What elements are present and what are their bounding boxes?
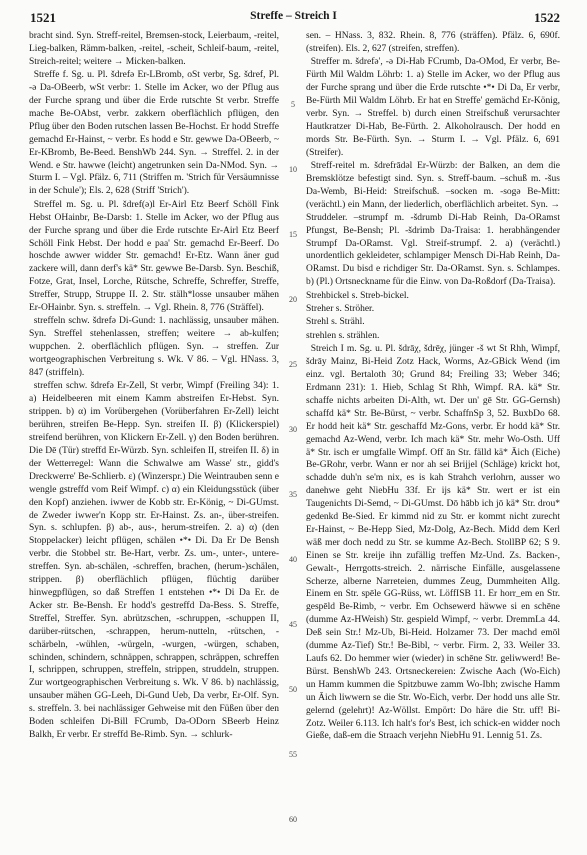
line-number: 55 [289,750,297,759]
line-number: 10 [289,165,297,174]
entry-paragraph: Streffel m. Sg. u. Pl. šdref(ə)l Er-Airl Etz Beerf Schöll Fink Hebst OHainbr, Be-Darsb: 1. Stelle im Acker, wo der Pflug aus der Furche sprang und über die Erde rutschte Er-Airl Etz Beerf Schöll Fink Hebst. Der hodd e paa' Str. gemachd Er-Beerf. Do hoschde awwer widder Str. gemachd! Er-Etz. Wann äner gud zackere will, dann derf's kä* Str. gewwe Be-Darsb. Syn. Beschiß, Fotze, Grat, Insel, Lorche, Rütsche, Schreffe, Schreffer, Streffe, Streffer, Strupp, Struppe II. 2. Str. stälh*losse unsauber mähen Er-OHainbr. Syn. s. streffeln. → Vgl. Rhein. 8, 776 (Sträffel). [29,199,279,314]
right-column [306,30,560,845]
cross-reference: strehlen s. strählen. [306,330,380,341]
entry-paragraph: Streich I m. Sg. u. Pl. šdrāχ, šdrēχ, jünger -š wt St Rhh, Wimpf, šdrāy Mainz, Bi-Heid Zotz Hack, Worms, Az-GBick Wend (im einz. vgl. Bertaloth 30; Grund 84; Freiling 33; Weber 346; Erdmann 231): 1. Hieb, Schlag St Rhh, Wimpf. RA. kä* Str. schaffe nichts arbeiten Di-Alth, wt. Der un' gē Str. GG-Gernsh) schaffd kä* Str. Be-Bürst, ~ verbr. SchaffnSp 3, 52. BuxbDo 68. Er hodd heit kä* Str. geschaffd Mz-Gons, verbr. Er hodd kä* Str. gemachd Az-Wend, verbr. Ich mach kä* Str. mehr Wo-Osth. Uff ä* Str. isch er umgfalle Wimpf. Off ān Str. fälld kä* Āich (Eiche) Be-GRohr, verbr. Wann er nor ah sei Brijjel (Schläge) krickt hot, schadde duh'n se'm nix, es is kah Strahch verlohrn, ausser wo danehwe geht NiebHu 33f. Er ijs kä* Str. wert er ist ein Taugenichts Di-Semd, ~ Di-GUmst. Dō hābb ich jō kä* Str. drou* gedenkd Be-Sied. Er kimmd nid zu Str. er kommt nicht zurecht Er-Hainst, ~ Be-Hepp Sied, Mz-Dolg, Az-Bech. Midd dem Kerl wäß mer doch nedd zu Str. se kumme Az-Bech. StollBP 62; S 9. Einen se Str. kreije ihn zufällig treffen Mz-Und. Zs. Backen-, Gewalt-, Herrgotts-streich. 2. närrische Einfälle, ausgelassene Scherze, alberne Narreteien, dummes Zeug, Dummheiten Allg. Einem en Str. spēle GG-Rüss, wt. LöffISB 11. Er horr_em en Str. gespēld Be-Rimb, ~ verbr. Em Ochsewerd häwwe si en schēne (dumme Az-HWeish) Str. gespield Wimpf, ~ verbr. DremmLa 44. Deß sein Str.! Mz-Ub, Bi-Heid. Holzamer 73. Der machd emōl (dumme Az-Tief) Str.! Be-Bibl, ~ verbr. Firm. 2, 33. Weiler 33. Laufs 62. Do hemmer wier (wieder) in schēne Str. geliwwerd! Be-Bürst. BenshWb 243. Ortsneckereien: Zwische Aach (Wo-Eich) un Hamm kummen die Spitzbuwe zamm Wo-Ibh; zwische Hamm un Āich liwwern se die Str. Wo-Eich, verbr. Der hodd uns alle Str. gelernd (gelehrt)! Az-Wöllst. Empört: Do häre die Str. uff! Bi-Zotz. Weiler 6.113. Ich halt's for's Best, ich schick-en widder noch Gieße, daß-em die Straach verjehn NiebHu 91. Lennig 51. Zs. [306,344,560,742]
entry-paragraph: Streffer m. šdrefə', -ə Di-Hab FCrumb, Da-OMod, Er verbr, Be-Fürth Mil Waldm Löhrb: 1. a) Stelle im Acker, wo der Pflug aus der Furche sprang und über die Erde rutschte •*• Di Da, Er verbr, Be-Fürth Mil Waldm Löhrb. Er hat en Streffe' gemächd Er-König, verbr. Syn. → Streffel. b) durch einen Streifschuß verursachter Hautkratzer Di-Hab, Be-Fürth. 2. Alkoholrausch. Der hodd en mords Str. Be-Fürth. Syn. → Sturm I. → Vgl. Pfälz. 6, 691 (Streifer). [306,57,560,158]
line-number: 35 [289,490,297,499]
line-number: 25 [289,360,297,369]
entry-paragraph: Streffe f. Sg. u. Pl. šdrefə Er-LBromb, oSt verbr, Sg. šdref, Pl. -ə Da-OBeerb, wSt verbr: 1. Stelle im Acker, wo der Pflug aus der Furche sprang und über die Erde rutschte St verbr. Streffe mache Be-OAbst, verbr. zakkern oberflächlich pflügen, den Pflug über den Boden rutschen lassen Be-Hochst. Er hodd Streffe gemachd Er-Hainst, ~ verbr. Es hodd e Str. gewwe Da-OBeerb, ~ Er-KBromb, Be-Beed. BenshWb 244. Syn. → Streffel. 2. in der Wend. e Str. hawwe (leicht) angetrunken sein Da-NMod. Syn. → Sturm I. – Vgl. Pfälz. 6, 711 (Striffen m. 'Strich für Versäumnisse in der Schule'); Els. 2, 628 (Striff 'Strich'). [29,70,279,197]
line-number: 30 [289,425,297,434]
right-page-number: 1522 [534,10,560,25]
running-head-title: Streffe – Streich I [250,10,337,22]
line-number: 15 [289,230,297,239]
entry-paragraph: streffeln schw. šdrefə Di-Gund: 1. nachlässig, unsauber mähen. Syn. Streffel stehenlassen, streffen; weitere → ab-kulfen; wuppchen. 2. oberflächlich pflügen. Syn. → streffen. Zur wortgeographischen Verbreitung s. Wk. V 86. – Vgl. HNass. 3, 847 (striffeln). [29,316,279,379]
entry-paragraph: bracht sind. Syn. Streff-reitel, Bremsen-stock, Leierbaum, -reitel, Lieg-balken, Rämm-balken, -reitel, -scheit, Schleif-baum, -reitel, Streich-reitel; weitere → Micken-balken. [29,31,279,67]
line-number: 40 [289,555,297,564]
left-column [29,30,279,845]
line-number: 45 [289,620,297,629]
line-number: 20 [289,295,297,304]
entry-paragraph: streffen schw. šdrefə Er-Zell, St verbr, Wimpf (Freiling 34): 1. a) Heidelbeeren mit einem Kamm abstreifen Er-Hebst. Syn. strippen. b) α) im Vorübergehen (Vorüberfahren Er-Zell) leicht berühren, streifen Be-Hepp. Syn. streifen II. β) (Klickerspiel) streifend berühren, von Klickern Er-Zell. γ) den Boden berühren. Die Dē (Tür) streffd Er-Würzb. Syn. schleifen II, streifen II. δ) in der Wetterregel: Wann die Schwalwe am Wasse' str., gidd's Dreckwerre' Be-Schlierb. ε) (Winzerspr.) Die Weintrauben senn e wengle gstreffd vom Reif Wimpf. c) α) ein Kleidungsstück (über den Kopf) anziehen. iwwer de Kobb str. Er-König, ~ Di-GUmst. de Zweder iwwer'n Kopp str. Er-Hainst. Zs. an-, über-streifen. Syn. s. schlupfen. β) ab-, aus-, herum-streifen. 2. a) α) (den Stoppelacker) leicht pflügen, schälen •*• Di. Da Er De Bensh verbr. die Stobbel str. Be-Hart, verbr. Zs. um-, unter-, untere-streffen. Syn. ab-schälen, -schreffen, brachen, (herum-)schälen, strippen. β) oberflächlich pflügen, flüchtig darüber hinwegpflügen, so daß Streffen 1 entstehen •*• Di Da Er. de Acker str. Be-Bensh. Er hodd's gestreffd Da-Bess. S. Streffe, Streffel, Streffer. Syn. abrützschen, -schruppen, -schuppen II, darüber-rütschen, -schrappen, herum-nutteln, -rütschen, -schärbeln, -wühlen, -würgeln, -wurgen, -würgen, schaben, schinden, schindern, schnäppen, schrappen, schräppen, schreffen I, schrippen, schruppen, streffeln, strippen, struddeln, struppen. Zur wortgeographischen Verbreitung s. Wk. V 86. b) nachlässig, unsauber mähen GG-Leeh, Di-Gund Ueb, Da verbr, Er-Olf. Syn. s. streffeln. 3. bei nachlässiger Gehweise mit den Füßen über den Boden schleifen Di-Bill FCrumb, Da-ODorn SBeerb Heinz Balkh, Er verbr. Er streffd Be-Rimb. Syn. → schlurk- [29,381,279,740]
line-number: 50 [289,685,297,694]
cross-reference: Strehl s. Strähl. [306,317,365,328]
line-number: 60 [289,815,297,824]
cross-reference: Strehbickel s. Streb-bickel. [306,290,409,301]
line-number-gutter [284,30,302,845]
entry-paragraph: Streff-reitel m. šdrefrādəl Er-Würzb: der Balken, an dem die Bremsklötze befestigt sind. Syn. s. Streff-baum. –schuß m. -šus Da-Wemb, Bi-Heid: Streifschuß. –socken m. -sogə Be-Mitt: (verächtl.) ein Mann, der liederlich, oberflächlich arbeitet. Syn. → Struddeler. –strumpf m. -šdrumb Di-Hab Reinh, Da-ORamst Pfungst, Be-Bensh; Pl. -šdrimb Da-Traisa: 1. herabhängender Strumpf Da-ORamst. Vgl. Streif-strumpf. 2. a) (verächtl.) unordentlich gekleideter, schlampiger Mensch Di-Hab Reinh, Da-ORamst. Du bisd e richdiger Str. Da-ORamst. Syn. s. Schlampes. b) (Pl.) Ortsneckname für die Einw. von Da-Roßdorf (Da-Traisa). [306,161,560,288]
entry-paragraph: sen. – HNass. 3, 832. Rhein. 8, 776 (sträffen). Pfälz. 6, 690f. (streifen). Els. 2, 627 (streifen, streffen). [306,31,560,54]
line-number: 5 [291,100,295,109]
page-header [0,10,587,28]
cross-reference: Streher s. Ströher. [306,304,375,315]
left-page-number: 1521 [30,10,56,25]
